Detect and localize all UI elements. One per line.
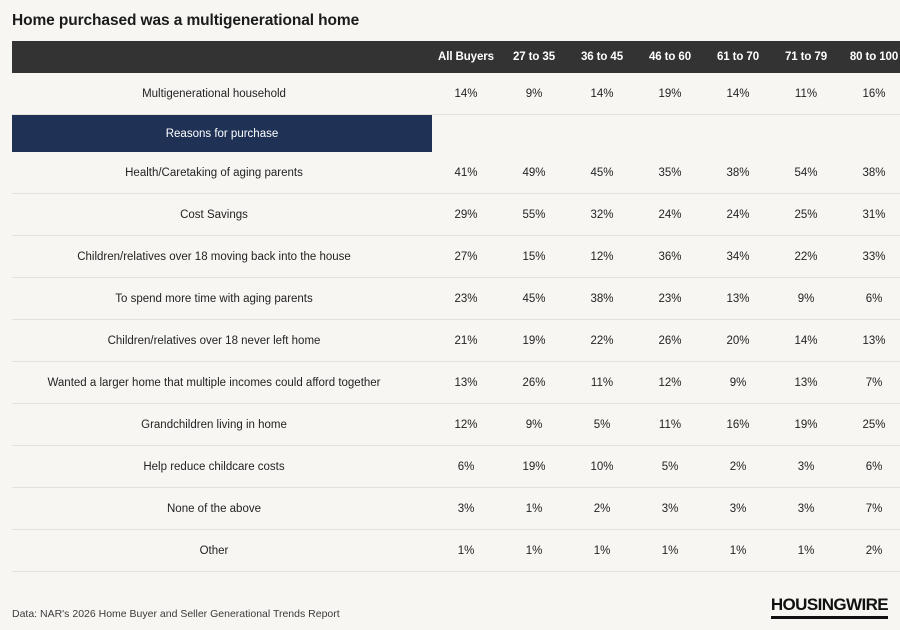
- table-row: [12, 194, 900, 236]
- row-label: Wanted a larger home that multiple incomes could afford together: [47, 376, 381, 389]
- cell-value: 2%: [729, 460, 747, 473]
- table-row: [12, 488, 900, 530]
- table-section-row: [12, 115, 900, 153]
- row-label: None of the above: [167, 502, 261, 515]
- cell-value: 31%: [862, 208, 886, 221]
- cell-value: 55%: [522, 208, 546, 221]
- cell-value: 41%: [454, 166, 478, 179]
- logo-underline: [771, 616, 888, 619]
- cell-value: 13%: [862, 334, 886, 347]
- row-label: Other: [199, 544, 229, 557]
- section-label: Reasons for purchase: [12, 115, 432, 153]
- row-label: Children/relatives over 18 never left home: [107, 334, 321, 347]
- cell-empty: [500, 115, 568, 153]
- cell-value: 16%: [726, 418, 750, 431]
- column-header-all-buyers: All Buyers: [438, 51, 494, 63]
- cell-empty: [772, 115, 840, 153]
- table-row: [12, 320, 900, 362]
- cell-value: 13%: [454, 376, 478, 389]
- cell-value: 6%: [457, 460, 475, 473]
- cell-value: 10%: [590, 460, 614, 473]
- cell-value: 12%: [658, 376, 682, 389]
- cell-value: 25%: [794, 208, 818, 221]
- cell-value: 2%: [593, 502, 611, 515]
- table-row: [12, 530, 900, 572]
- cell-value: 49%: [522, 166, 546, 179]
- table-body: [12, 73, 900, 572]
- table-row: [12, 73, 900, 115]
- cell-value: 1%: [797, 544, 815, 557]
- cell-value: 24%: [726, 208, 750, 221]
- page-title: Home purchased was a multigenerational home: [12, 12, 360, 29]
- cell-value: 29%: [454, 208, 478, 221]
- cell-value: 3%: [797, 460, 815, 473]
- cell-value: 14%: [726, 87, 750, 100]
- row-label: Children/relatives over 18 moving back into the house: [77, 250, 351, 263]
- cell-empty: [840, 115, 900, 153]
- row-label: Multigenerational household: [142, 87, 286, 100]
- cell-value: 11%: [658, 418, 682, 431]
- cell-value: 19%: [522, 334, 546, 347]
- cell-value: 11%: [794, 87, 818, 100]
- cell-value: 7%: [865, 502, 883, 515]
- cell-value: 14%: [590, 87, 614, 100]
- cell-value: 33%: [862, 250, 886, 263]
- cell-value: 26%: [658, 334, 682, 347]
- cell-value: 25%: [862, 418, 886, 431]
- cell-value: 34%: [726, 250, 750, 263]
- housingwire-logo: [771, 595, 888, 620]
- cell-value: 45%: [590, 166, 614, 179]
- cell-value: 38%: [862, 166, 886, 179]
- row-label: Grandchildren living in home: [141, 418, 287, 431]
- data-table: [12, 41, 900, 572]
- cell-value: 3%: [797, 502, 815, 515]
- cell-value: 1%: [729, 544, 747, 557]
- cell-value: 9%: [525, 418, 543, 431]
- cell-value: 3%: [457, 502, 475, 515]
- column-header-80-to-100: 80 to 100: [849, 51, 899, 63]
- cell-value: 5%: [661, 460, 679, 473]
- cell-value: 27%: [454, 250, 478, 263]
- cell-value: 2%: [865, 544, 883, 557]
- column-header-36-to-45: 36 to 45: [580, 51, 624, 63]
- cell-value: 7%: [865, 376, 883, 389]
- cell-value: 35%: [658, 166, 682, 179]
- table-row: [12, 404, 900, 446]
- cell-value: 23%: [454, 292, 478, 305]
- cell-value: 23%: [658, 292, 682, 305]
- cell-value: 45%: [522, 292, 546, 305]
- cell-value: 12%: [454, 418, 478, 431]
- cell-value: 3%: [729, 502, 747, 515]
- cell-value: 19%: [658, 87, 682, 100]
- cell-value: 1%: [593, 544, 611, 557]
- row-label: Help reduce childcare costs: [143, 460, 285, 473]
- cell-value: 13%: [794, 376, 818, 389]
- cell-value: 22%: [590, 334, 614, 347]
- cell-value: 1%: [525, 544, 543, 557]
- column-header-label: [12, 41, 432, 73]
- cell-value: 5%: [593, 418, 611, 431]
- row-label: Cost Savings: [180, 208, 248, 221]
- table-row: [12, 362, 900, 404]
- cell-value: 9%: [525, 87, 543, 100]
- cell-value: 9%: [729, 376, 747, 389]
- cell-value: 20%: [726, 334, 750, 347]
- cell-value: 15%: [522, 250, 546, 263]
- table-row: [12, 152, 900, 194]
- table-row: [12, 278, 900, 320]
- cell-value: 26%: [522, 376, 546, 389]
- source-note: Data: NAR's 2026 Home Buyer and Seller Generational Trends Report: [12, 608, 340, 620]
- cell-value: 6%: [865, 460, 883, 473]
- cell-value: 22%: [794, 250, 818, 263]
- column-header-46-to-60: 46 to 60: [648, 51, 692, 63]
- chart-footer: [12, 585, 888, 630]
- cell-value: 12%: [590, 250, 614, 263]
- cell-value: 14%: [454, 87, 478, 100]
- cell-value: 11%: [590, 376, 614, 389]
- cell-value: 54%: [794, 166, 818, 179]
- cell-value: 1%: [457, 544, 475, 557]
- cell-value: 9%: [797, 292, 815, 305]
- column-header-61-to-70: 61 to 70: [716, 51, 760, 63]
- row-label: Health/Caretaking of aging parents: [125, 166, 303, 179]
- cell-value: 32%: [590, 208, 614, 221]
- cell-empty: [704, 115, 772, 153]
- table-header-row: [12, 41, 900, 73]
- cell-empty: [636, 115, 704, 153]
- cell-value: 24%: [658, 208, 682, 221]
- table-row: [12, 446, 900, 488]
- cell-value: 14%: [794, 334, 818, 347]
- cell-value: 38%: [590, 292, 614, 305]
- column-header-27-to-35: 27 to 35: [512, 51, 556, 63]
- cell-value: 1%: [525, 502, 543, 515]
- cell-value: 19%: [794, 418, 818, 431]
- column-header-71-to-79: 71 to 79: [784, 51, 828, 63]
- logo-text: HOUSINGWIRE: [770, 595, 888, 614]
- table-header: [12, 41, 900, 73]
- cell-value: 1%: [661, 544, 679, 557]
- cell-value: 13%: [726, 292, 750, 305]
- cell-value: 19%: [522, 460, 546, 473]
- cell-value: 38%: [726, 166, 750, 179]
- cell-value: 21%: [454, 334, 478, 347]
- cell-empty: [568, 115, 636, 153]
- table-row: [12, 236, 900, 278]
- row-label: To spend more time with aging parents: [115, 292, 313, 305]
- cell-value: 6%: [865, 292, 883, 305]
- cell-value: 36%: [658, 250, 682, 263]
- cell-empty: [432, 115, 500, 153]
- cell-value: 16%: [862, 87, 886, 100]
- cell-value: 3%: [661, 502, 679, 515]
